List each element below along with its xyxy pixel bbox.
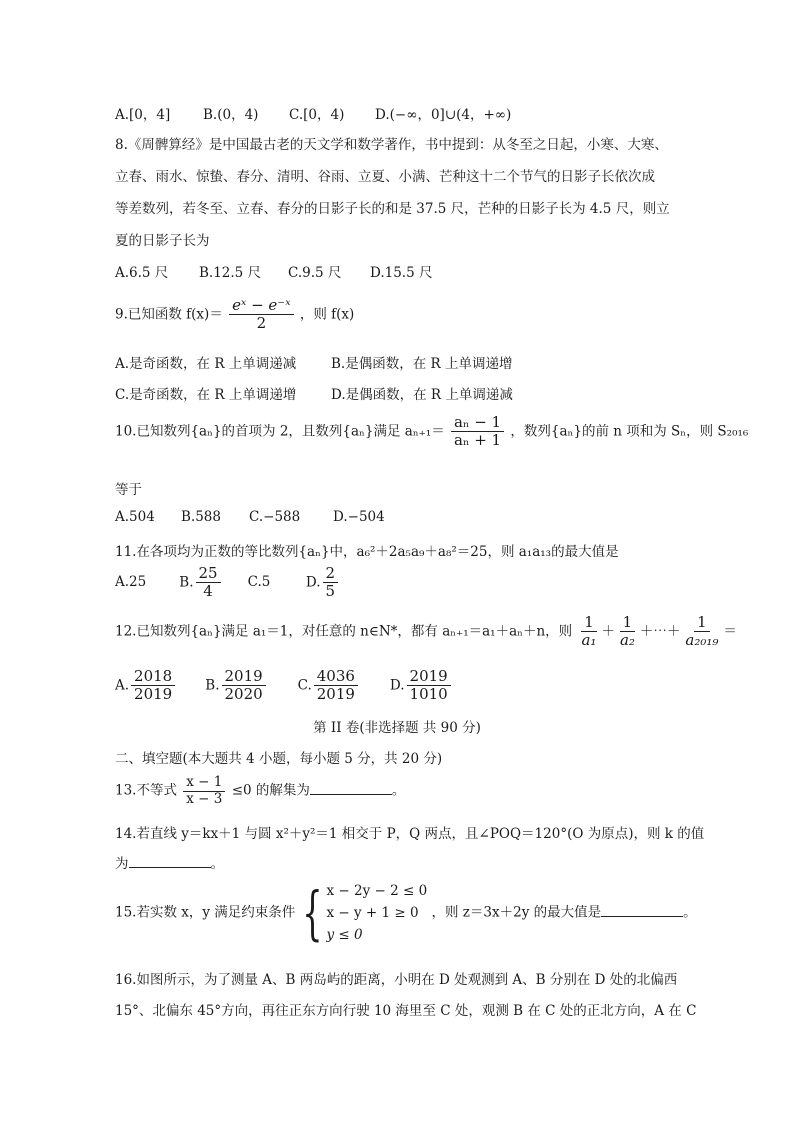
- q11-option-d-fraction: [323, 565, 339, 601]
- q14-line-2: [115, 852, 224, 872]
- q12-dots: ＋⋯＋: [639, 623, 681, 640]
- q16-line-1: 16.如图所示，为了测量 A、B 两岛屿的距离，小明在 D 处观测到 A、B 分别在 D 处的北偏西: [115, 972, 678, 988]
- q12-term-2: [617, 614, 638, 650]
- q10-stem-post: ，数列{aₙ}的前 n 项和为 Sₙ，则 S₂₀₁₆: [510, 423, 749, 440]
- q10-options: [115, 509, 385, 525]
- q8-line-4: 夏的日影子长为: [115, 233, 210, 249]
- q15-end: 。: [683, 904, 697, 921]
- q11-stem: 11.在各项均为正数的等比数列{aₙ}中，a₆²＋2a₅a₉＋a₈²＝25，则 a₁a₁₃的最大值是: [115, 544, 619, 560]
- q15-constraint-1: x − 2y − 2 ≤ 0: [326, 883, 428, 899]
- q12-term-2-den: a₂: [619, 631, 635, 650]
- q8-line-2: 立春、雨水、惊蛰、春分、清明、谷雨、立夏、小满、芒种这十二个节气的日影子长依次成: [115, 169, 655, 185]
- q7-option-a: A.[0，4]: [115, 107, 171, 123]
- q11-option-b-fraction: [196, 565, 221, 601]
- q12-term-3-num: 1: [694, 614, 710, 632]
- q12-stem-pre: 12.已知数列{aₙ}满足 a₁＝1，对任意的 n∈N*，都有 aₙ₊₁＝a₁＋aₙ＋n，则: [115, 623, 573, 640]
- q9-stem: [115, 297, 354, 333]
- q12-option-a-fraction: [131, 668, 175, 704]
- q13-fraction: [183, 775, 225, 807]
- q13-fraction-den: x − 3: [186, 790, 223, 807]
- q12-option-c-label: C.: [297, 677, 312, 694]
- q8-line-1: 8.《周髀算经》是中国最古老的天文学和数学著作，书中提到：从冬至之日起，小寒、大寒、: [115, 137, 668, 153]
- q11-option-d-num: 2: [323, 565, 339, 583]
- q11-option-c: C.5: [247, 574, 271, 591]
- q12-option-b: [205, 668, 293, 704]
- q12-option-b-num: 2019: [222, 668, 266, 686]
- q12-term-1-den: a₁: [581, 631, 597, 650]
- q15-constraint-2: x − y + 1 ≥ 0: [326, 905, 419, 921]
- q9-option-c: C.是奇函数，在 R 上单调递增: [115, 387, 297, 403]
- q12-option-c-fraction: [314, 668, 358, 704]
- q12-options: [115, 668, 453, 704]
- q12-term-3: [682, 614, 721, 650]
- q10-option-c: C.−588: [249, 509, 301, 525]
- q12-term-1-num: 1: [581, 614, 597, 632]
- q11-option-b-num: 25: [196, 565, 221, 583]
- q14-end: 。: [210, 856, 224, 872]
- q11-option-b-label: B.: [179, 574, 194, 591]
- q9-option-b: B.是偶函数，在 R 上单调递增: [331, 356, 513, 372]
- q12-option-c-den: 2019: [316, 685, 355, 704]
- section2-heading: 二、填空题(本大题共 4 小题，每小题 5 分，共 20 分): [115, 751, 443, 767]
- q14-line-1: 14.若直线 y＝kx＋1 与圆 x²＋y²＝1 相交于 P，Q 两点，且∠POQ＝120°(O 为原点)，则 k 的值: [115, 826, 705, 842]
- q7-option-b: B.(0，4): [203, 107, 259, 123]
- q12-term-3-den: a₂₀₁₉: [685, 631, 719, 650]
- q16-line-2: 15°、北偏东 45°方向，再往正东方向行驶 10 海里至 C 处，观测 B 在 C 处的正北方向，A 在 C: [115, 1003, 697, 1019]
- q12-term-1: [578, 614, 599, 650]
- q10-stem: [115, 414, 748, 450]
- q15-constraint-3: y ≤ 0: [326, 927, 363, 943]
- q15-stem-pre: 15.若实数 x，y 满足约束条件: [115, 904, 296, 921]
- q7-options: [115, 103, 511, 123]
- q13-answer-blank[interactable]: [310, 782, 392, 795]
- q12-option-d-fraction: [407, 668, 451, 704]
- q12-option-c-num: 4036: [314, 668, 358, 686]
- q11-option-a: A.25: [115, 574, 147, 591]
- q12-option-d-num: 2019: [407, 668, 451, 686]
- q11-option-d-den: 5: [325, 582, 336, 601]
- q13-end: 。: [391, 782, 406, 799]
- q7-option-c: C.[0，4): [289, 107, 345, 123]
- q13-fraction-num: x − 1: [183, 775, 225, 792]
- q15-answer-blank[interactable]: [601, 904, 683, 917]
- q9-stem-post: ，则 f(x): [299, 306, 355, 323]
- q14-answer-blank[interactable]: [129, 855, 211, 868]
- q9-option-d: D.是偶函数，在 R 上单调递减: [331, 387, 513, 403]
- q10-fraction-num: aₙ − 1: [451, 414, 504, 432]
- q9-fraction-num: eˣ − e⁻ˣ: [229, 297, 293, 315]
- q12-term-2-num: 1: [620, 614, 636, 632]
- q11-option-b-den: 4: [203, 582, 213, 601]
- q15-stem: [115, 880, 697, 946]
- q12-option-b-fraction: [222, 668, 266, 704]
- q12-option-a-label: A.: [115, 677, 130, 694]
- q15-constraint-system: [300, 880, 428, 946]
- q8-line-3: 等差数列，若冬至、立春、春分的日影子长的和是 37.5 尺，芒种的日影子长为 4.5 尺，则立: [115, 201, 670, 217]
- q15-stem-post: ，则 z＝3x＋2y 的最大值是: [431, 904, 602, 921]
- q11-option-d: [306, 565, 340, 601]
- q13-stem-post: ≤0 的解集为: [231, 782, 310, 799]
- q12-option-d-label: D.: [389, 677, 405, 694]
- q13-stem: [115, 775, 405, 807]
- q10-option-d: D.−504: [333, 509, 385, 525]
- q9-options-row1: [115, 352, 512, 372]
- q9-fraction: [229, 297, 293, 333]
- q9-option-a: A.是奇函数，在 R 上单调递减: [115, 356, 297, 372]
- q8-option-a: A.6.5 尺: [115, 265, 169, 281]
- q12-option-a-den: 2019: [134, 685, 173, 704]
- q12-option-b-label: B.: [205, 677, 220, 694]
- q12-stem: 12.已知数列{aₙ}满足 a₁＝1，对任意的 n∈N*，都有 aₙ₊₁＝a₁＋aₙ＋n，则 $\frac{1}{\text{a₁}}$ ＋ $\frac{1}{\text{a₂}}$ ＋⋯＋ $\frac{1}{\text{a₂₀₁₉}}$ ＝: [115, 613, 737, 650]
- q15-constraints: [327, 880, 428, 946]
- q14-line-2-text: 为: [115, 856, 129, 872]
- q8-option-b: B.12.5 尺: [199, 265, 262, 281]
- q8-option-c: C.9.5 尺: [288, 265, 342, 281]
- q12-option-b-den: 2020: [224, 685, 263, 704]
- q10-fraction: [451, 414, 504, 450]
- q11-option-b: [179, 565, 243, 601]
- q9-options-row2: [115, 383, 513, 403]
- q12-option-a: [115, 668, 201, 704]
- q8-options: [115, 261, 432, 281]
- q11-option-d-label: D.: [305, 574, 321, 591]
- q12-option-d-den: 1010: [409, 685, 448, 704]
- q10-option-a: A.504: [115, 509, 155, 525]
- q12-option-a-num: 2018: [131, 668, 175, 686]
- q10-line-2: 等于: [115, 482, 142, 498]
- q9-fraction-den: 2: [256, 314, 267, 333]
- q7-option-d: D.(−∞，0]∪(4，+∞): [375, 107, 512, 123]
- q9-stem-pre: 9.已知函数 f(x)＝: [115, 306, 223, 323]
- q10-fraction-den: aₙ + 1: [454, 431, 502, 450]
- q11-options: [115, 565, 340, 601]
- q12-option-d: [390, 668, 453, 704]
- q10-option-b: B.588: [181, 509, 221, 525]
- q10-stem-pre: 10.已知数列{aₙ}的首项为 2，且数列{aₙ}满足 aₙ₊₁＝: [115, 423, 445, 440]
- q12-option-c: [298, 668, 386, 704]
- q15-brace: {: [301, 879, 323, 947]
- q12-equals: ＝: [723, 623, 737, 640]
- part2-title: 第 II 卷(非选择题 共 90 分): [313, 720, 481, 736]
- q13-stem-pre: 13.不等式: [115, 782, 177, 799]
- q8-option-d: D.15.5 尺: [370, 265, 433, 281]
